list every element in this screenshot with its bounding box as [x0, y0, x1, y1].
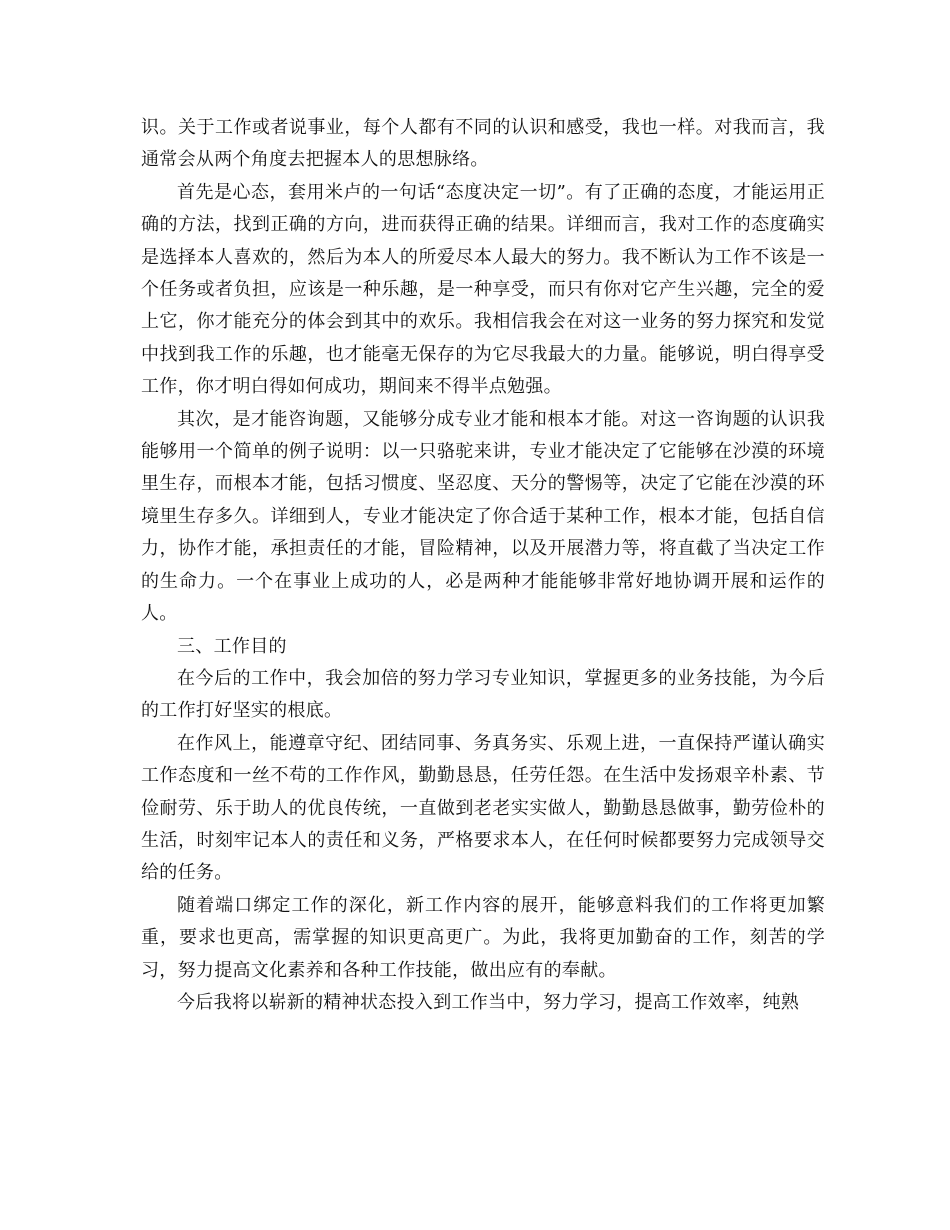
paragraph-4: 在今后的工作中，我会加倍的努力学习专业知识，掌握更多的业务技能，为今后的工作打好坚实的根底。	[141, 667, 825, 722]
paragraph-2: 首先是心态，套用米卢的一句话“态度决定一切”。有了正确的态度，才能运用正确的方法，找到正确的方向，进而获得正确的结果。详细而言，我对工作的态度确实是选择本人喜欢的，然后为本人的所爱尽本人最大的努力。我不断认为工作不该是一个任务或者负担，应该是一种乐趣，是一种享受，而只有你对它产生兴趣，完全的爱上它，你才能充分的体会到其中的欢乐。我相信我会在对这一业务的努力探究和发觉中找到我工作的乐趣，也才能毫无保存的为它尽我最大的力量。能够说，明白得享受工作，你才明白得如何成功，期间来不得半点勉强。	[141, 181, 825, 398]
paragraph-5: 在作风上，能遵章守纪、团结同事、务真务实、乐观上进，一直保持严谨认确实工作态度和一丝不苟的工作作风，勤勤恳恳，任劳任怨。在生活中发扬艰辛朴素、节俭耐劳、乐于助人的优良传统，一直做到老老实实做人，勤勤恳恳做事，勤劳俭朴的生活，时刻牢记本人的责任和义务，严格要求本人，在任何时候都要努力完成领导交给的任务。	[141, 732, 825, 884]
paragraph-6: 随着端口绑定工作的深化，新工作内容的展开，能够意料我们的工作将更加繁重，要求也更高，需掌握的知识更高更广。为此，我将更加勤奋的工作，刻苦的学习，努力提高文化素养和各种工作技能，做出应有的奉献。	[141, 894, 825, 981]
paragraph-3: 其次，是才能咨询题，又能够分成专业才能和根本才能。对这一咨询题的认识我能够用一个简单的例子说明：以一只骆驼来讲，专业才能决定了它能够在沙漠的环境里生存，而根本才能，包括习惯度、坚忍度、天分的警惕等，决定了它能在沙漠的环境里生存多久。详细到人，专业才能决定了你合适于某种工作，根本才能，包括自信力，协作才能，承担责任的才能，冒险精神，以及开展潜力等，将直截了当决定工作的生命力。一个在事业上成功的人，必是两种才能能够非常好地协调开展和运作的人。	[141, 408, 825, 625]
paragraph-7: 今后我将以崭新的精神状态投入到工作当中，努力学习，提高工作效率，纯熟	[177, 991, 800, 1013]
section-heading-work-goals: 三、工作目的	[177, 635, 287, 657]
paragraph-1: 识。关于工作或者说事业，每个人都有不同的认识和感受，我也一样。对我而言，我通常会从两个角度去把握本人的思想脉络。	[141, 117, 825, 171]
document-body	[141, 112, 825, 1019]
